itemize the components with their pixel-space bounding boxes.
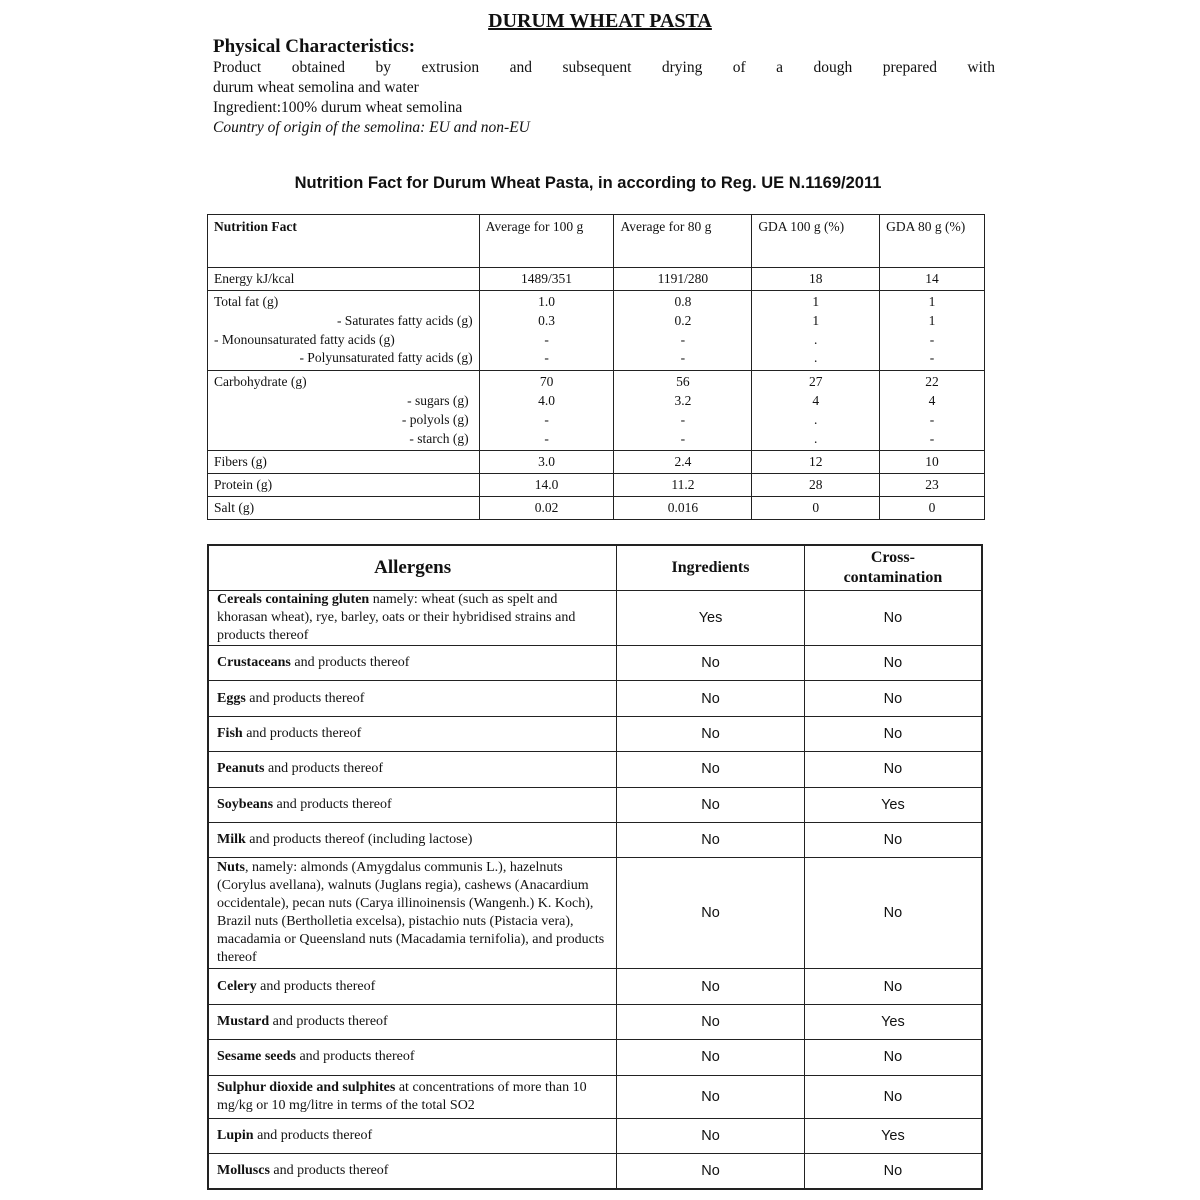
nutrient-value-stack [479,291,614,371]
starch-label: - starch (g) [409,430,469,446]
ingredients-value: No [617,1004,805,1039]
nutrient-value: 2.4 [614,451,752,474]
cross-contamination-value: No [804,858,982,969]
nutrient-value: 27 [808,374,823,390]
cross-contamination-value: No [804,1153,982,1189]
ingredients-value: No [617,787,805,822]
nutrient-value: 10 [880,451,985,474]
nutrient-value: 12 [752,451,880,474]
allergen-key: Soybeans [217,796,274,812]
ingredients-value: No [617,681,805,716]
allergen-key: Milk [217,832,246,848]
nutrition-row-salt [208,497,985,520]
allergen-key: Celery [217,978,257,994]
nutrient-value: - [929,350,935,366]
cross-contamination-value: No [804,716,982,751]
allergen-key: Lupin [217,1127,254,1143]
allergen-name [208,858,617,969]
allergen-name [208,787,617,822]
saturates-label: - Saturates fatty acids (g) [336,312,473,328]
polyunsaturated-label: - Polyunsaturated fatty acids (g) [299,350,473,366]
allergen-name [208,646,617,681]
nutrient-value-stack [614,291,752,371]
allergens-header-row [208,545,982,591]
nutrient-name: Energy kJ/kcal [208,268,480,291]
allergen-name [208,969,617,1004]
nutrient-value: - [544,430,549,446]
nutrient-value-stack [752,291,880,371]
allergen-name [208,1075,617,1118]
nutrient-value: - [929,411,935,427]
allergen-row [208,716,982,751]
allergens-table [207,544,983,1190]
nutrient-value: 3.0 [479,451,614,474]
allergen-key: Sulphur dioxide and sulphites [217,1079,396,1095]
allergen-key: Molluscs [217,1163,270,1179]
allergen-name [208,681,617,716]
allergen-name [208,1118,617,1153]
allergen-name [208,1153,617,1189]
allergen-name [208,752,617,787]
nutrient-name: Protein (g) [208,474,480,497]
title-text: DURUM WHEAT PASTA [488,10,712,32]
nutrient-value-stack [479,371,614,451]
nutrient-value: 1 [812,312,820,328]
nutrition-header-row [208,215,985,268]
nutrient-value: . [814,350,818,366]
nutrient-value: 0.3 [538,312,555,328]
allergen-row [208,646,982,681]
allergen-row [208,858,982,969]
ingredients-value: No [617,969,805,1004]
nutrient-value: . [814,331,818,347]
monounsaturated-label: - Monounsaturated fatty acids (g) [214,331,395,347]
cross-contamination-value: Yes [804,787,982,822]
ingredients-value: No [617,1075,805,1118]
allergen-row [208,752,982,787]
ingredients-value: No [617,716,805,751]
allergen-key: Mustard [217,1013,270,1029]
nutrition-row-energy [208,268,985,291]
ingredients-value: No [617,1118,805,1153]
cross-contamination-value: No [804,1040,982,1075]
allergen-key: Nuts [217,860,246,876]
allergen-description: , namely: almonds (Amygdalus communis L.), hazelnuts (Corylus avellana), walnuts (Juglans regia), cashews (Anacardium occidentale), pecan nuts (Carya illinoinensis (Wangenh.) K. Koch), Brazil nuts (Bertholletia excelsa), pistachio nuts (Pistacia vera), macadamia or Queensland nuts (Macadamia ternifolia), and products thereof [217,860,605,966]
nutrient-value: 1 [928,294,936,309]
cross-contamination-value: No [804,591,982,646]
nutrient-value: - [680,430,686,446]
polyols-label: - polyols (g) [401,411,469,427]
nutrient-value: 70 [539,374,554,390]
nutrient-value: 14 [880,268,985,291]
cross-contamination-value: Yes [804,1118,982,1153]
nutrient-value: 18 [752,268,880,291]
nutrient-value: 0 [752,497,880,520]
cross-contamination-value: No [804,1075,982,1118]
allergen-description: and products thereof [273,796,392,812]
nutrient-value: 28 [752,474,880,497]
nutrient-value-stack [880,371,985,451]
allergens-header: Allergens [208,545,617,591]
nutrient-value: - [544,411,549,427]
allergen-row [208,591,982,646]
ingredients-value: No [617,858,805,969]
nutrient-value: 1 [928,312,936,328]
allergen-key: Crustaceans [217,655,291,671]
nutrient-value: 0.2 [674,312,692,328]
nutrient-value: - [680,411,686,427]
nutrient-value: 0.8 [674,294,692,309]
nutrient-value: 0.02 [479,497,614,520]
ingredients-value: No [617,1040,805,1075]
ingredients-value: Yes [617,591,805,646]
allergen-name [208,1040,617,1075]
allergen-key: Peanuts [217,761,265,777]
nutrient-value: 1191/280 [614,268,752,291]
allergen-name [208,591,617,646]
allergen-row [208,787,982,822]
allergen-row [208,681,982,716]
allergen-key: Eggs [217,690,246,706]
allergen-name [208,1004,617,1039]
nutrient-value: 4.0 [538,392,555,408]
allergen-description: and products thereof [295,1049,415,1065]
fat-label: Total fat (g) [214,294,279,309]
nutrient-value-stack [614,371,752,451]
allergen-row [208,822,982,857]
nutrition-header: Average for 100 g [479,215,614,268]
physical-characteristics [213,36,995,138]
nutrient-value: 4 [812,392,820,408]
nutrient-name: Fibers (g) [208,451,480,474]
physical-line-2: durum wheat semolina and water [213,79,419,96]
nutrition-row-carbohydrate [208,371,985,451]
allergen-description: and products thereof [245,690,365,706]
cross-contamination-value: No [804,752,982,787]
nutrient-value: - [929,430,935,446]
nutrition-row-fibers [208,451,985,474]
allergen-row [208,1075,982,1118]
nutrition-table [207,214,985,520]
nutrient-value: 0 [880,497,985,520]
physical-line-4: Country of origin of the semolina: EU and non-EU [213,119,530,136]
nutrient-name [208,371,480,451]
nutrient-value: 1 [812,294,820,309]
nutrition-header: Average for 80 g [614,215,752,268]
nutrient-value: 23 [880,474,985,497]
allergen-description: and products thereof [269,1013,388,1029]
nutrient-name [208,291,480,371]
cross-header-line-2: contamination [843,569,943,586]
carbohydrate-label: Carbohydrate (g) [214,374,307,390]
cross-contamination-header [804,545,982,591]
allergens-body [208,591,982,1190]
allergen-description: and products thereof [264,761,384,777]
nutrient-value: 14.0 [479,474,614,497]
allergen-row [208,1118,982,1153]
ingredients-value: No [617,752,805,787]
nutrient-value: - [929,331,935,347]
physical-line-3: Ingredient:100% durum wheat semolina [213,99,463,116]
cross-contamination-value: No [804,646,982,681]
allergen-row [208,969,982,1004]
allergen-key: Cereals containing gluten [217,592,370,607]
allergen-description: at concentrations of more than 10 mg/kg or 10 mg/litre in terms of the total SO2 [217,1079,587,1113]
ingredients-value: No [617,822,805,857]
nutrient-value-stack [880,291,985,371]
nutrition-header: GDA 80 g (%) [880,215,985,268]
document-title [0,10,1200,33]
physical-line-1: Product obtained by extrusion and subsequent drying of a dough prepared with [213,59,995,76]
nutrient-value: - [680,331,686,347]
ingredients-value: No [617,1153,805,1189]
nutrient-value: 1.0 [538,294,555,309]
nutrient-value: 4 [928,392,936,408]
ingredients-header: Ingredients [617,545,805,591]
allergen-description: and products thereof (including lactose) [245,832,473,848]
cross-contamination-value: No [804,969,982,1004]
nutrition-heading: Nutrition Fact for Durum Wheat Pasta, in according to Reg. UE N.1169/2011 [294,174,882,192]
nutrient-value: 22 [925,374,939,390]
allergen-description: and products thereof [242,725,362,741]
nutrient-value: - [680,350,686,366]
allergen-description: namely: wheat (such as spelt and khorasan wheat), rye, barley, oats or their hybridised strains and products thereof [217,592,576,643]
nutrient-value: 11.2 [614,474,752,497]
nutrient-value: - [544,350,549,366]
cross-contamination-value: No [804,822,982,857]
allergen-row [208,1040,982,1075]
nutrient-value: 0.016 [614,497,752,520]
nutrient-value: - [544,331,549,347]
sugars-label: - sugars (g) [407,392,469,408]
allergen-row [208,1153,982,1189]
allergen-name [208,822,617,857]
nutrition-row-fat [208,291,985,371]
nutrition-header: Nutrition Fact [208,215,480,268]
cross-contamination-value: Yes [804,1004,982,1039]
nutrient-value: 3.2 [674,392,692,408]
cross-header-line-1: Cross- [870,549,915,566]
ingredients-value: No [617,646,805,681]
allergen-key: Fish [217,725,243,741]
allergen-row [208,1004,982,1039]
allergen-name [208,716,617,751]
allergen-description: and products thereof [269,1163,389,1179]
nutrition-header: GDA 100 g (%) [752,215,880,268]
nutrient-value: . [814,430,818,446]
allergen-description: and products thereof [253,1127,373,1143]
allergen-description: and products thereof [290,655,410,671]
physical-heading: Physical Characteristics: [213,36,416,57]
nutrient-value: 1489/351 [479,268,614,291]
allergen-key: Sesame seeds [217,1049,296,1065]
cross-contamination-value: No [804,681,982,716]
nutrient-value: 56 [676,374,690,390]
nutrition-row-protein [208,474,985,497]
nutrient-value-stack [752,371,880,451]
nutrient-value: . [814,411,818,427]
nutrient-name: Salt (g) [208,497,480,520]
allergen-description: and products thereof [256,978,376,994]
